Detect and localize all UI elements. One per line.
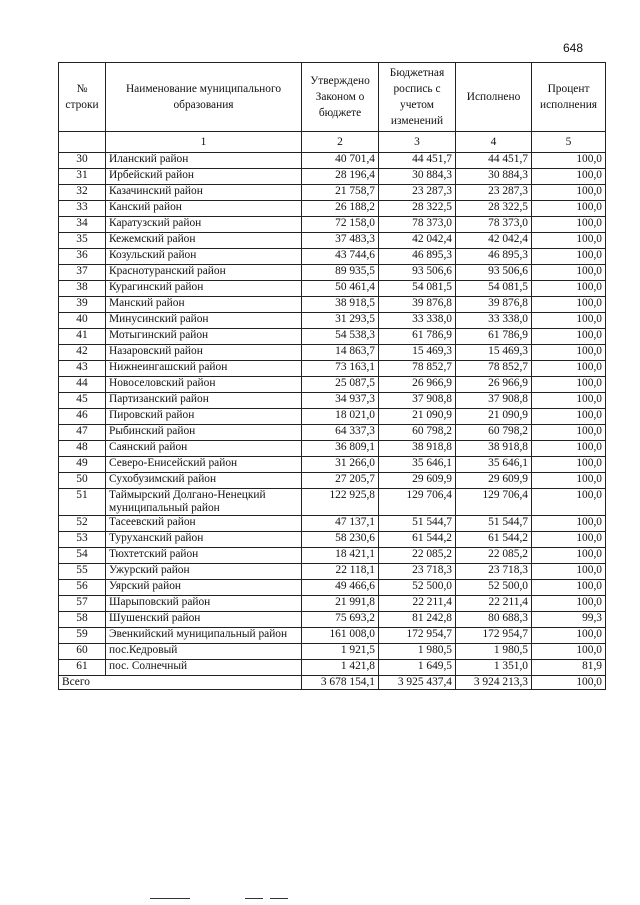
budget-amount: 22 211,4 — [379, 596, 456, 612]
municipality-name: Мотыгинский район — [106, 329, 302, 345]
table-row — [59, 329, 606, 345]
executed-amount: 80 688,3 — [456, 612, 532, 628]
approved-amount: 1 421,8 — [302, 660, 379, 676]
budget-amount: 30 884,3 — [379, 169, 456, 185]
municipality-name: Каратузский район — [106, 217, 302, 233]
approved-amount: 37 483,3 — [302, 233, 379, 249]
budget-amount: 172 954,7 — [379, 628, 456, 644]
municipality-name: Эвенкийский муниципальный район — [106, 628, 302, 644]
execution-percent: 100,0 — [532, 580, 606, 596]
footer-mark — [270, 898, 288, 899]
execution-percent: 100,0 — [532, 532, 606, 548]
municipality-name: Пировский район — [106, 409, 302, 425]
table-row — [59, 153, 606, 169]
approved-amount: 21 758,7 — [302, 185, 379, 201]
approved-amount: 161 008,0 — [302, 628, 379, 644]
execution-percent: 100,0 — [532, 425, 606, 441]
execution-percent: 100,0 — [532, 473, 606, 489]
municipality-name: Шушенский район — [106, 612, 302, 628]
budget-amount: 1 649,5 — [379, 660, 456, 676]
approved-amount: 18 421,1 — [302, 548, 379, 564]
execution-percent: 100,0 — [532, 516, 606, 532]
table-row — [59, 644, 606, 660]
execution-percent: 100,0 — [532, 409, 606, 425]
row-number: 40 — [59, 313, 106, 329]
row-number: 33 — [59, 201, 106, 217]
budget-amount: 33 338,0 — [379, 313, 456, 329]
budget-amount: 35 646,1 — [379, 457, 456, 473]
execution-percent: 100,0 — [532, 548, 606, 564]
executed-amount: 28 322,5 — [456, 201, 532, 217]
column-number-blank — [59, 132, 106, 153]
budget-amount: 37 908,8 — [379, 393, 456, 409]
header-executed: Исполнено — [456, 63, 532, 132]
budget-amount: 21 090,9 — [379, 409, 456, 425]
total-approved: 3 678 154,1 — [302, 676, 379, 690]
budget-amount: 51 544,7 — [379, 516, 456, 532]
execution-percent: 100,0 — [532, 441, 606, 457]
budget-amount: 78 373,0 — [379, 217, 456, 233]
header-row — [59, 63, 606, 132]
footer-marks — [150, 898, 290, 899]
approved-amount: 43 744,6 — [302, 249, 379, 265]
approved-amount: 25 087,5 — [302, 377, 379, 393]
row-number: 38 — [59, 281, 106, 297]
budget-execution-table — [58, 62, 606, 690]
execution-percent: 100,0 — [532, 265, 606, 281]
municipality-name: Ирбейский район — [106, 169, 302, 185]
approved-amount: 58 230,6 — [302, 532, 379, 548]
municipality-name: Партизанский район — [106, 393, 302, 409]
approved-amount: 73 163,1 — [302, 361, 379, 377]
budget-amount: 44 451,7 — [379, 153, 456, 169]
table-body — [59, 153, 606, 676]
approved-amount: 27 205,7 — [302, 473, 379, 489]
executed-amount: 60 798,2 — [456, 425, 532, 441]
budget-amount: 38 918,8 — [379, 441, 456, 457]
municipality-name: Тасеевский район — [106, 516, 302, 532]
approved-amount: 36 809,1 — [302, 441, 379, 457]
row-number: 58 — [59, 612, 106, 628]
executed-amount: 30 884,3 — [456, 169, 532, 185]
total-percent: 100,0 — [532, 676, 606, 690]
budget-amount: 39 876,8 — [379, 297, 456, 313]
row-number: 52 — [59, 516, 106, 532]
table-row — [59, 345, 606, 361]
executed-amount: 46 895,3 — [456, 249, 532, 265]
column-number: 2 — [302, 132, 379, 153]
executed-amount: 35 646,1 — [456, 457, 532, 473]
approved-amount: 50 461,4 — [302, 281, 379, 297]
budget-amount: 61 786,9 — [379, 329, 456, 345]
header-budget-list: Бюджетная роспись с учетом изменений — [379, 63, 456, 132]
table-row — [59, 265, 606, 281]
executed-amount: 42 042,4 — [456, 233, 532, 249]
execution-percent: 100,0 — [532, 596, 606, 612]
table-row — [59, 169, 606, 185]
budget-amount: 46 895,3 — [379, 249, 456, 265]
budget-amount: 81 242,8 — [379, 612, 456, 628]
row-number: 46 — [59, 409, 106, 425]
execution-percent: 100,0 — [532, 345, 606, 361]
row-number: 61 — [59, 660, 106, 676]
executed-amount: 39 876,8 — [456, 297, 532, 313]
executed-amount: 61 544,2 — [456, 532, 532, 548]
municipality-name: Новоселовский район — [106, 377, 302, 393]
row-number: 47 — [59, 425, 106, 441]
table-row — [59, 457, 606, 473]
execution-percent: 81,9 — [532, 660, 606, 676]
row-number: 60 — [59, 644, 106, 660]
execution-percent: 100,0 — [532, 169, 606, 185]
approved-amount: 31 293,5 — [302, 313, 379, 329]
budget-amount: 26 966,9 — [379, 377, 456, 393]
row-number: 39 — [59, 297, 106, 313]
table-row — [59, 297, 606, 313]
table-row — [59, 612, 606, 628]
municipality-name: Козульский район — [106, 249, 302, 265]
table-row — [59, 564, 606, 580]
executed-amount: 23 718,3 — [456, 564, 532, 580]
municipality-name: Туруханский район — [106, 532, 302, 548]
approved-amount: 31 266,0 — [302, 457, 379, 473]
municipality-name: Манский район — [106, 297, 302, 313]
table-row — [59, 441, 606, 457]
footer-mark — [150, 898, 190, 899]
approved-amount: 21 991,8 — [302, 596, 379, 612]
table-row — [59, 281, 606, 297]
table-row — [59, 313, 606, 329]
row-number: 31 — [59, 169, 106, 185]
row-number: 57 — [59, 596, 106, 612]
executed-amount: 78 373,0 — [456, 217, 532, 233]
table-row — [59, 489, 606, 516]
municipality-name: Канский район — [106, 201, 302, 217]
executed-amount: 29 609,9 — [456, 473, 532, 489]
executed-amount: 33 338,0 — [456, 313, 532, 329]
footer-mark — [245, 898, 263, 899]
executed-amount: 52 500,0 — [456, 580, 532, 596]
executed-amount: 172 954,7 — [456, 628, 532, 644]
approved-amount: 75 693,2 — [302, 612, 379, 628]
execution-percent: 100,0 — [532, 313, 606, 329]
table-row — [59, 377, 606, 393]
executed-amount: 129 706,4 — [456, 489, 532, 516]
execution-percent: 100,0 — [532, 297, 606, 313]
municipality-name: Нижнеингашский район — [106, 361, 302, 377]
execution-percent: 100,0 — [532, 457, 606, 473]
approved-amount: 1 921,5 — [302, 644, 379, 660]
budget-amount: 93 506,6 — [379, 265, 456, 281]
executed-amount: 38 918,8 — [456, 441, 532, 457]
row-number: 34 — [59, 217, 106, 233]
budget-amount: 23 287,3 — [379, 185, 456, 201]
approved-amount: 122 925,8 — [302, 489, 379, 516]
budget-amount: 15 469,3 — [379, 345, 456, 361]
total-row — [59, 676, 606, 690]
column-number: 1 — [106, 132, 302, 153]
executed-amount: 22 085,2 — [456, 548, 532, 564]
execution-percent: 100,0 — [532, 281, 606, 297]
municipality-name: Сухобузимский район — [106, 473, 302, 489]
approved-amount: 14 863,7 — [302, 345, 379, 361]
approved-amount: 28 196,4 — [302, 169, 379, 185]
executed-amount: 78 852,7 — [456, 361, 532, 377]
budget-amount: 28 322,5 — [379, 201, 456, 217]
execution-percent: 100,0 — [532, 377, 606, 393]
table-row — [59, 393, 606, 409]
table-row — [59, 532, 606, 548]
municipality-name: Ужурский район — [106, 564, 302, 580]
column-number: 3 — [379, 132, 456, 153]
executed-amount: 21 090,9 — [456, 409, 532, 425]
executed-amount: 1 351,0 — [456, 660, 532, 676]
execution-percent: 100,0 — [532, 628, 606, 644]
budget-amount: 78 852,7 — [379, 361, 456, 377]
execution-percent: 100,0 — [532, 393, 606, 409]
municipality-name: Тюхтетский район — [106, 548, 302, 564]
row-number: 35 — [59, 233, 106, 249]
table-row — [59, 361, 606, 377]
table-row — [59, 217, 606, 233]
row-number: 59 — [59, 628, 106, 644]
executed-amount: 37 908,8 — [456, 393, 532, 409]
municipality-name: Казачинский район — [106, 185, 302, 201]
approved-amount: 18 021,0 — [302, 409, 379, 425]
execution-percent: 100,0 — [532, 564, 606, 580]
executed-amount: 51 544,7 — [456, 516, 532, 532]
row-number: 30 — [59, 153, 106, 169]
table-row — [59, 516, 606, 532]
executed-amount: 22 211,4 — [456, 596, 532, 612]
row-number: 51 — [59, 489, 106, 516]
row-number: 45 — [59, 393, 106, 409]
budget-amount: 54 081,5 — [379, 281, 456, 297]
municipality-name: пос.Кедровый — [106, 644, 302, 660]
execution-percent: 99,3 — [532, 612, 606, 628]
municipality-name: Шарыповский район — [106, 596, 302, 612]
approved-amount: 49 466,6 — [302, 580, 379, 596]
municipality-name: Кежемский район — [106, 233, 302, 249]
table-row — [59, 249, 606, 265]
row-number: 49 — [59, 457, 106, 473]
row-number: 50 — [59, 473, 106, 489]
column-number: 4 — [456, 132, 532, 153]
approved-amount: 64 337,3 — [302, 425, 379, 441]
row-number: 32 — [59, 185, 106, 201]
executed-amount: 26 966,9 — [456, 377, 532, 393]
executed-amount: 93 506,6 — [456, 265, 532, 281]
row-number: 42 — [59, 345, 106, 361]
table-row — [59, 628, 606, 644]
execution-percent: 100,0 — [532, 361, 606, 377]
budget-amount: 52 500,0 — [379, 580, 456, 596]
table-row — [59, 425, 606, 441]
execution-percent: 100,0 — [532, 233, 606, 249]
municipality-name: Иланский район — [106, 153, 302, 169]
column-number-row — [59, 132, 606, 153]
total-budget: 3 925 437,4 — [379, 676, 456, 690]
table-row — [59, 473, 606, 489]
municipality-name: Уярский район — [106, 580, 302, 596]
executed-amount: 44 451,7 — [456, 153, 532, 169]
municipality-name: Таймырский Долгано-Ненецкий муниципальный район — [106, 489, 302, 516]
row-number: 37 — [59, 265, 106, 281]
row-number: 41 — [59, 329, 106, 345]
municipality-name: Северо-Енисейский район — [106, 457, 302, 473]
budget-amount: 29 609,9 — [379, 473, 456, 489]
page-number: 648 — [563, 41, 584, 55]
budget-amount: 22 085,2 — [379, 548, 456, 564]
total-executed: 3 924 213,3 — [456, 676, 532, 690]
approved-amount: 22 118,1 — [302, 564, 379, 580]
table-row — [59, 548, 606, 564]
municipality-name: Краснотуранский район — [106, 265, 302, 281]
execution-percent: 100,0 — [532, 489, 606, 516]
executed-amount: 61 786,9 — [456, 329, 532, 345]
municipality-name: пос. Солнечный — [106, 660, 302, 676]
row-number: 48 — [59, 441, 106, 457]
table-row — [59, 201, 606, 217]
approved-amount: 34 937,3 — [302, 393, 379, 409]
executed-amount: 23 287,3 — [456, 185, 532, 201]
table-row — [59, 580, 606, 596]
approved-amount: 54 538,3 — [302, 329, 379, 345]
table-row — [59, 185, 606, 201]
header-percent: Процент исполнения — [532, 63, 606, 132]
row-number: 54 — [59, 548, 106, 564]
header-row-number: № строки — [59, 63, 106, 132]
header-municipality-name: Наименование муниципального образования — [106, 63, 302, 132]
row-number: 53 — [59, 532, 106, 548]
row-number: 44 — [59, 377, 106, 393]
approved-amount: 40 701,4 — [302, 153, 379, 169]
approved-amount: 89 935,5 — [302, 265, 379, 281]
budget-amount: 42 042,4 — [379, 233, 456, 249]
approved-amount: 38 918,5 — [302, 297, 379, 313]
budget-amount: 61 544,2 — [379, 532, 456, 548]
table-row — [59, 596, 606, 612]
budget-amount: 129 706,4 — [379, 489, 456, 516]
executed-amount: 1 980,5 — [456, 644, 532, 660]
row-number: 56 — [59, 580, 106, 596]
row-number: 55 — [59, 564, 106, 580]
row-number: 43 — [59, 361, 106, 377]
approved-amount: 47 137,1 — [302, 516, 379, 532]
header-approved: Утверждено Законом о бюджете — [302, 63, 379, 132]
municipality-name: Назаровский район — [106, 345, 302, 361]
executed-amount: 15 469,3 — [456, 345, 532, 361]
row-number: 36 — [59, 249, 106, 265]
execution-percent: 100,0 — [532, 201, 606, 217]
approved-amount: 26 188,2 — [302, 201, 379, 217]
table-row — [59, 660, 606, 676]
municipality-name: Минусинский район — [106, 313, 302, 329]
approved-amount: 72 158,0 — [302, 217, 379, 233]
column-number: 5 — [532, 132, 606, 153]
execution-percent: 100,0 — [532, 249, 606, 265]
execution-percent: 100,0 — [532, 185, 606, 201]
budget-amount: 1 980,5 — [379, 644, 456, 660]
municipality-name: Рыбинский район — [106, 425, 302, 441]
execution-percent: 100,0 — [532, 153, 606, 169]
table-row — [59, 233, 606, 249]
executed-amount: 54 081,5 — [456, 281, 532, 297]
execution-percent: 100,0 — [532, 329, 606, 345]
budget-amount: 60 798,2 — [379, 425, 456, 441]
total-label: Всего — [59, 676, 302, 690]
table-row — [59, 409, 606, 425]
execution-percent: 100,0 — [532, 644, 606, 660]
municipality-name: Саянский район — [106, 441, 302, 457]
municipality-name: Курагинский район — [106, 281, 302, 297]
execution-percent: 100,0 — [532, 217, 606, 233]
budget-amount: 23 718,3 — [379, 564, 456, 580]
